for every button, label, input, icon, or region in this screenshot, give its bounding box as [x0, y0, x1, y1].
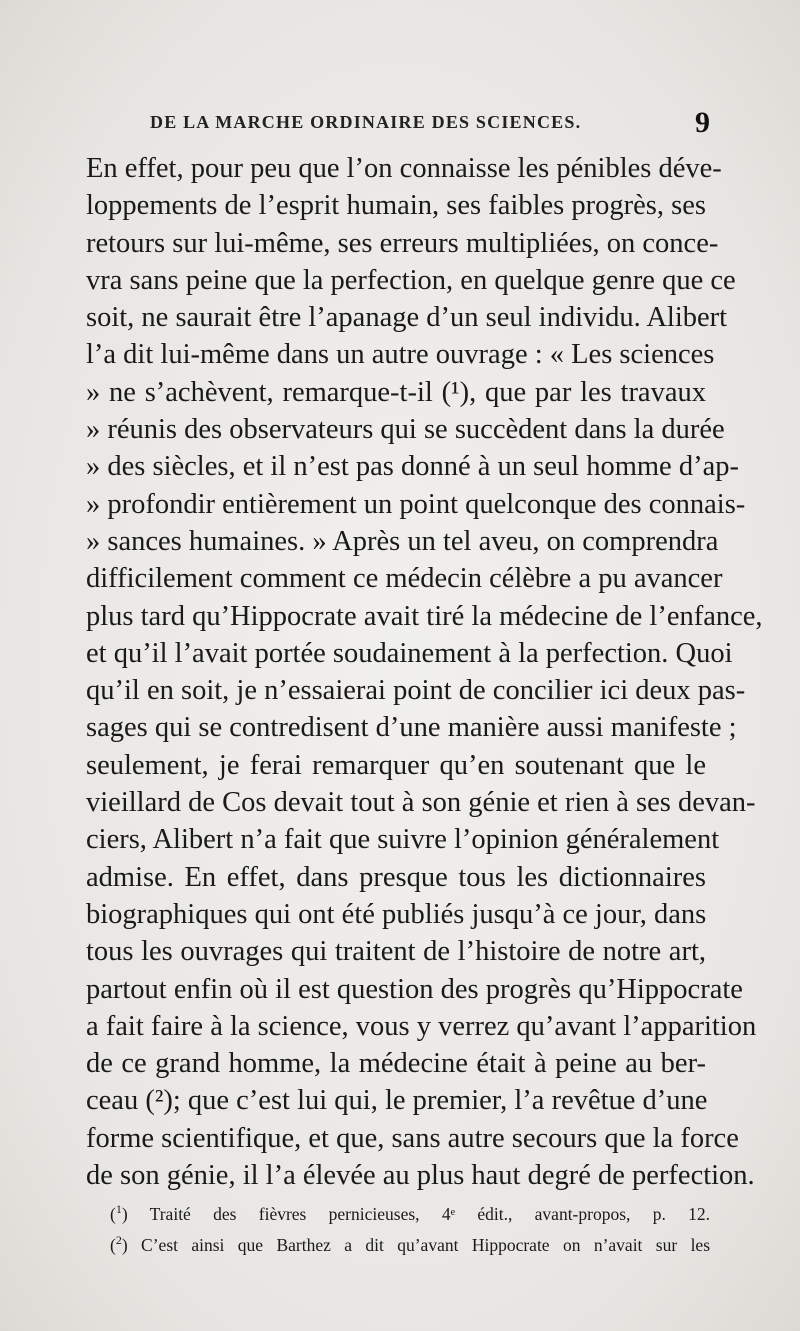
- text-line: de son génie, il l’a élevée au plus haut degré de perfection.: [86, 1160, 755, 1192]
- text-line: tous les ouvrages qui traitent de l’histoire de notre art,: [86, 936, 706, 968]
- text-line: plus tard qu’Hippocrate avait tiré la médecine de l’enfance,: [86, 600, 763, 632]
- text-line: biographiques qui ont été publiés jusqu’à ce jour, dans: [86, 898, 707, 930]
- text-line: l’a dit lui-même dans un autre ouvrage : « Les sciences: [86, 339, 715, 371]
- footnotes: [110, 1196, 710, 1258]
- text-line: difficilement comment ce médecin célèbre a pu avancer: [86, 563, 723, 595]
- text-line: seulement, je ferai remarquer qu’en soutenant que le: [86, 749, 706, 781]
- text-line: » des siècles, et il n’est pas donné à un seul homme d’ap-: [86, 451, 739, 483]
- text-line: loppements de l’esprit humain, ses faibles progrès, ses: [86, 190, 706, 222]
- text-line: » ne s’achèvent, remarque-t-il (¹), que par les travaux: [86, 376, 706, 408]
- text-line: forme scientifique, et que, sans autre secours que la force: [86, 1122, 739, 1154]
- text-line: a fait faire à la science, vous y verrez qu’avant l’apparition: [86, 1010, 757, 1042]
- footnote-marker: 1: [115, 1202, 122, 1216]
- text-line: » sances humaines. » Après un tel aveu, on comprendra: [86, 525, 719, 557]
- text-line: » profondir entièrement un point quelconque des connais-: [86, 488, 746, 520]
- page-number: 9: [695, 106, 710, 139]
- text-line: vieillard de Cos devait tout à son génie et rien à ses devan-: [86, 787, 756, 819]
- text-line: et qu’il l’avait portée soudainement à la perfection. Quoi: [86, 637, 733, 669]
- page-header: [150, 106, 710, 142]
- footnote-marker: 2: [115, 1232, 122, 1247]
- body-text: [86, 150, 763, 1194]
- text-line: sages qui se contredisent d’une manière aussi manifeste ;: [86, 712, 737, 744]
- text-line: de ce grand homme, la médecine était à peine au ber-: [86, 1048, 706, 1080]
- text-line: » réunis des observateurs qui se succèdent dans la durée: [86, 414, 725, 446]
- footnote-text: C’est ainsi que Barthez a dit qu’avant Hippocrate on n’avait sur les: [141, 1234, 711, 1255]
- text-line: ceau (²); que c’est lui qui, le premier, l’a revêtue d’une: [86, 1085, 708, 1117]
- text-line: admise. En effet, dans presque tous les dictionnaires: [86, 861, 706, 893]
- text-line: soit, ne saurait être l’apanage d’un seul individu. Alibert: [86, 302, 728, 334]
- text-line: ciers, Alibert n’a fait que suivre l’opinion généralement: [86, 824, 720, 856]
- text-line: vra sans peine que la perfection, en quelque genre que ce: [86, 264, 736, 296]
- text-line: retours sur lui-même, ses erreurs multipliées, on conce-: [86, 227, 719, 259]
- running-head: DE LA MARCHE ORDINAIRE DES SCIENCES.: [150, 112, 582, 132]
- footnote: ($^1$) Traité des fièvres pernicieuses, 4ᵉ édit., avant-propos, p. 12.: [110, 1202, 711, 1224]
- text-line: partout enfin où il est question des progrès qu’Hippocrate: [86, 973, 743, 1005]
- text-line: En effet, pour peu que l’on connaisse les pénibles déve-: [86, 153, 722, 184]
- text-line: qu’il en soit, je n’essaierai point de concilier ici deux pas-: [86, 675, 746, 707]
- footnote: ($^2$) C’est ainsi que Barthez a dit qu’avant Hippocrate on n’avait sur les: [110, 1232, 711, 1255]
- footnote-text: Traité des fièvres pernicieuses, 4ᵉ édit., avant-propos, p. 12.: [149, 1203, 711, 1224]
